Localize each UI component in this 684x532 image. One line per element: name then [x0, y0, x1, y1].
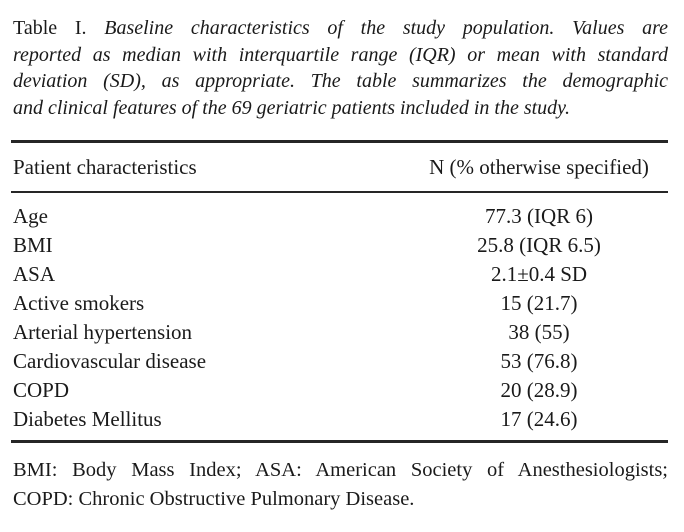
table-row: [11, 318, 668, 347]
caption-table-label: Table I.: [13, 17, 87, 39]
row-label: Arterial hypertension: [13, 320, 193, 344]
caption-line-3: deviation (SD), as appropriate. The table summarizes the demographic: [13, 70, 668, 92]
row-label: COPD: [13, 378, 70, 402]
rule-bottom: [11, 440, 668, 443]
table-row: [11, 376, 668, 405]
table-row: [11, 289, 668, 318]
row-label: Diabetes Mellitus: [13, 407, 162, 431]
column-header-values: N (% otherwise specified): [429, 154, 649, 179]
row-value: 38 (55): [508, 320, 570, 344]
caption-line-1-text: Baseline characteristics of the study population. Values are: [104, 17, 668, 39]
table-row: [11, 202, 668, 231]
baseline-characteristics-table: [11, 140, 668, 443]
row-label: Active smokers: [13, 291, 145, 315]
footnote-line-2: COPD: Chronic Obstructive Pulmonary Disease.: [13, 487, 415, 510]
table-row: [11, 347, 668, 376]
table-body: [11, 193, 668, 440]
row-label: BMI: [13, 233, 53, 257]
row-value: 15 (21.7): [500, 291, 578, 315]
table-row: [11, 405, 668, 434]
row-label: Age: [13, 204, 48, 228]
row-value: 20 (28.9): [500, 378, 578, 402]
row-value: 17 (24.6): [500, 407, 578, 431]
caption-line-4: and clinical features of the 69 geriatric patients included in the study.: [13, 96, 570, 119]
footnote-line-1: BMI: Body Mass Index; ASA: American Society of Anesthesiologists;: [13, 459, 668, 481]
table-row: [11, 231, 668, 260]
row-value: 77.3 (IQR 6): [485, 204, 593, 228]
table-footnote: [13, 456, 668, 513]
table-header-row: [11, 143, 668, 191]
row-label: Cardiovascular disease: [13, 349, 207, 373]
table-caption: [13, 15, 668, 121]
row-value: 25.8 (IQR 6.5): [477, 233, 601, 257]
row-value: 2.1±0.4 SD: [490, 262, 588, 286]
row-value: 53 (76.8): [500, 349, 578, 373]
caption-line-2: reported as median with interquartile range (IQR) or mean with standard: [13, 43, 668, 66]
table-row: [11, 260, 668, 289]
row-label: ASA: [13, 262, 56, 286]
caption-line-1: [13, 15, 668, 42]
column-header-characteristics: Patient characteristics: [13, 154, 197, 179]
